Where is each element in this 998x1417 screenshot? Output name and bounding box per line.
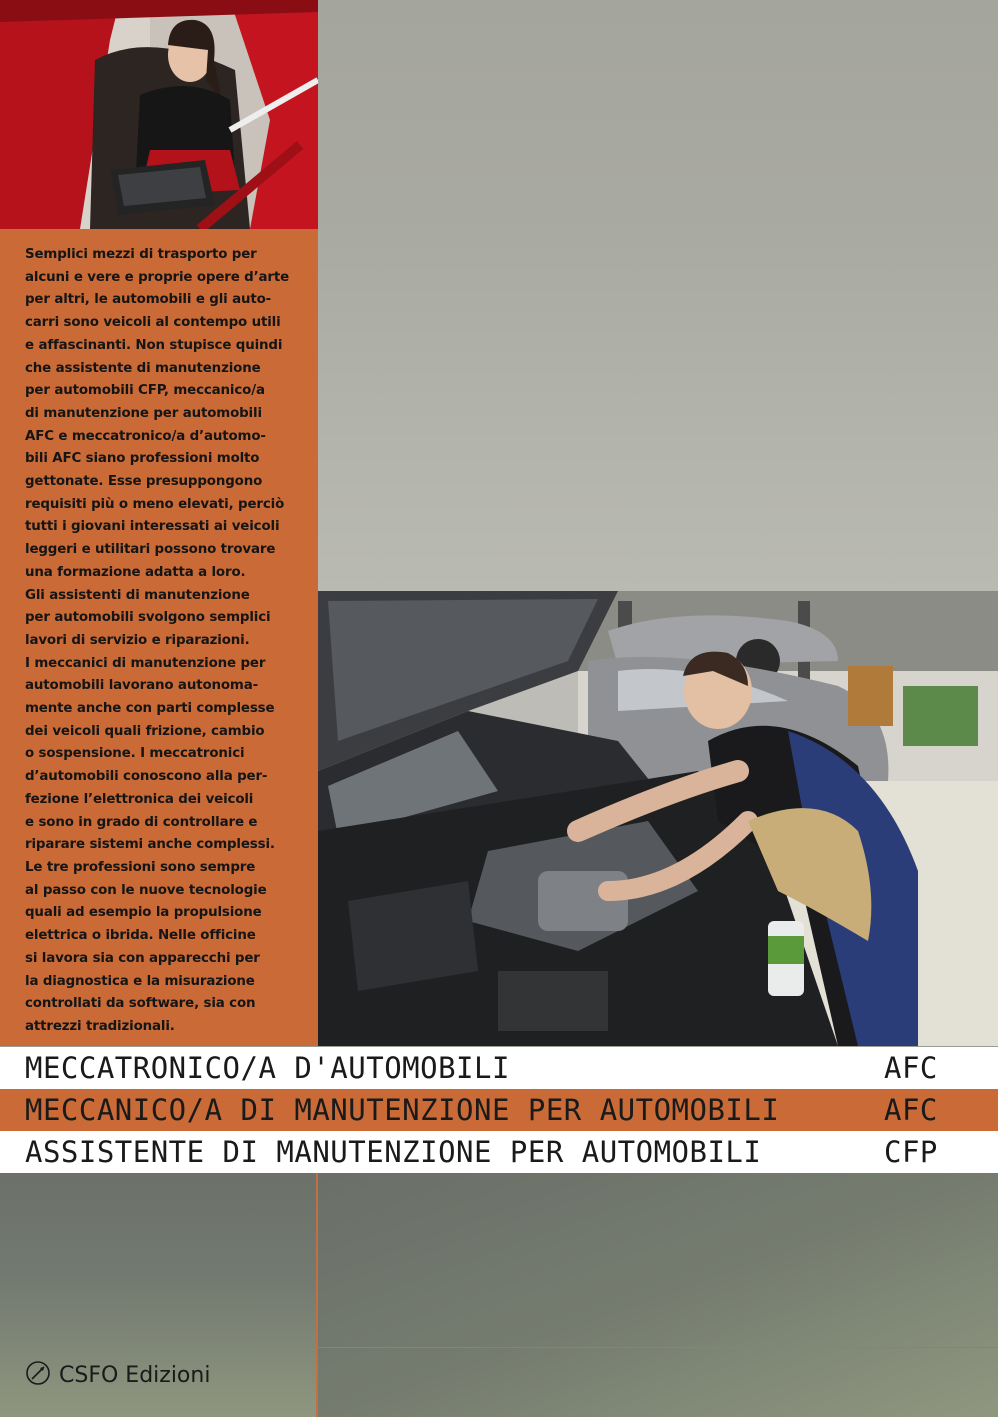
- csfo-circle-logo-icon: [25, 1360, 51, 1390]
- title-band-meccanico: [0, 1089, 998, 1131]
- horizontal-divider-line: [0, 1347, 998, 1348]
- photo-woman-in-car: [0, 0, 318, 229]
- publisher-mark: [25, 1360, 210, 1390]
- top-grey-panel: [318, 0, 998, 591]
- title-name: MECCATRONICO/A D'AUTOMOBILI: [25, 1051, 510, 1085]
- intro-body-text: Semplici mezzi di trasporto per alcuni e vere e proprie opere d’arte per altri, le automobili e gli auto- carri sono veicoli al contempo utili e affascinanti. Non stupisce quindi che assistente di manutenzione per automobili CFP, meccanico/a di manutenzione per automobili AFC e meccatronico/a d’automo- bili AFC siano professioni molto gettonate. Esse presuppongono requisiti più o meno elevati, perciò tutti i giovani interessati ai veicoli leggeri e utilitari possono trovare una formazione adatta a loro. Gli assistenti di manutenzione per automobili svolgono semplici lavori di servizio e riparazioni. I meccanici di manutenzione per automobili lavorano autonoma- mente anche con parti complesse dei veicoli quali frizione, cambio o sospensione. I meccatronici d’automobili conoscono alla per- fezione l’elettronica dei veicoli e sono in grado di controllare e riparare sistemi anche complessi. Le tre professioni sono sempre al passo con le nuove tecnologie quali ad esempio la propulsione elettrica o ibrida. Nelle officine si lavora sia con apparecchi per la diagnostica e la misurazione controllati da software, sia con attrezzi tradizionali.: [25, 247, 290, 1034]
- vertical-divider-line: [316, 1173, 318, 1417]
- photo-mechanic-engine: [318, 591, 998, 1046]
- title-code: CFP: [884, 1135, 938, 1169]
- title-band-meccatronico: [0, 1047, 998, 1089]
- photo-mechanic-engine-illustration: [318, 591, 998, 1046]
- photo-woman-in-car-illustration: [0, 0, 318, 229]
- title-code: AFC: [884, 1093, 938, 1127]
- title-name: MECCANICO/A DI MANUTENZIONE PER AUTOMOBILI: [25, 1093, 780, 1127]
- title-code: AFC: [884, 1051, 938, 1085]
- bottom-right-panel: [318, 1173, 998, 1417]
- title-name: ASSISTENTE DI MANUTENZIONE PER AUTOMOBILI: [25, 1135, 762, 1169]
- intro-text-column: [0, 229, 318, 1046]
- publisher-name: CSFO Edizioni: [59, 1362, 211, 1388]
- title-band-assistente: [0, 1131, 998, 1173]
